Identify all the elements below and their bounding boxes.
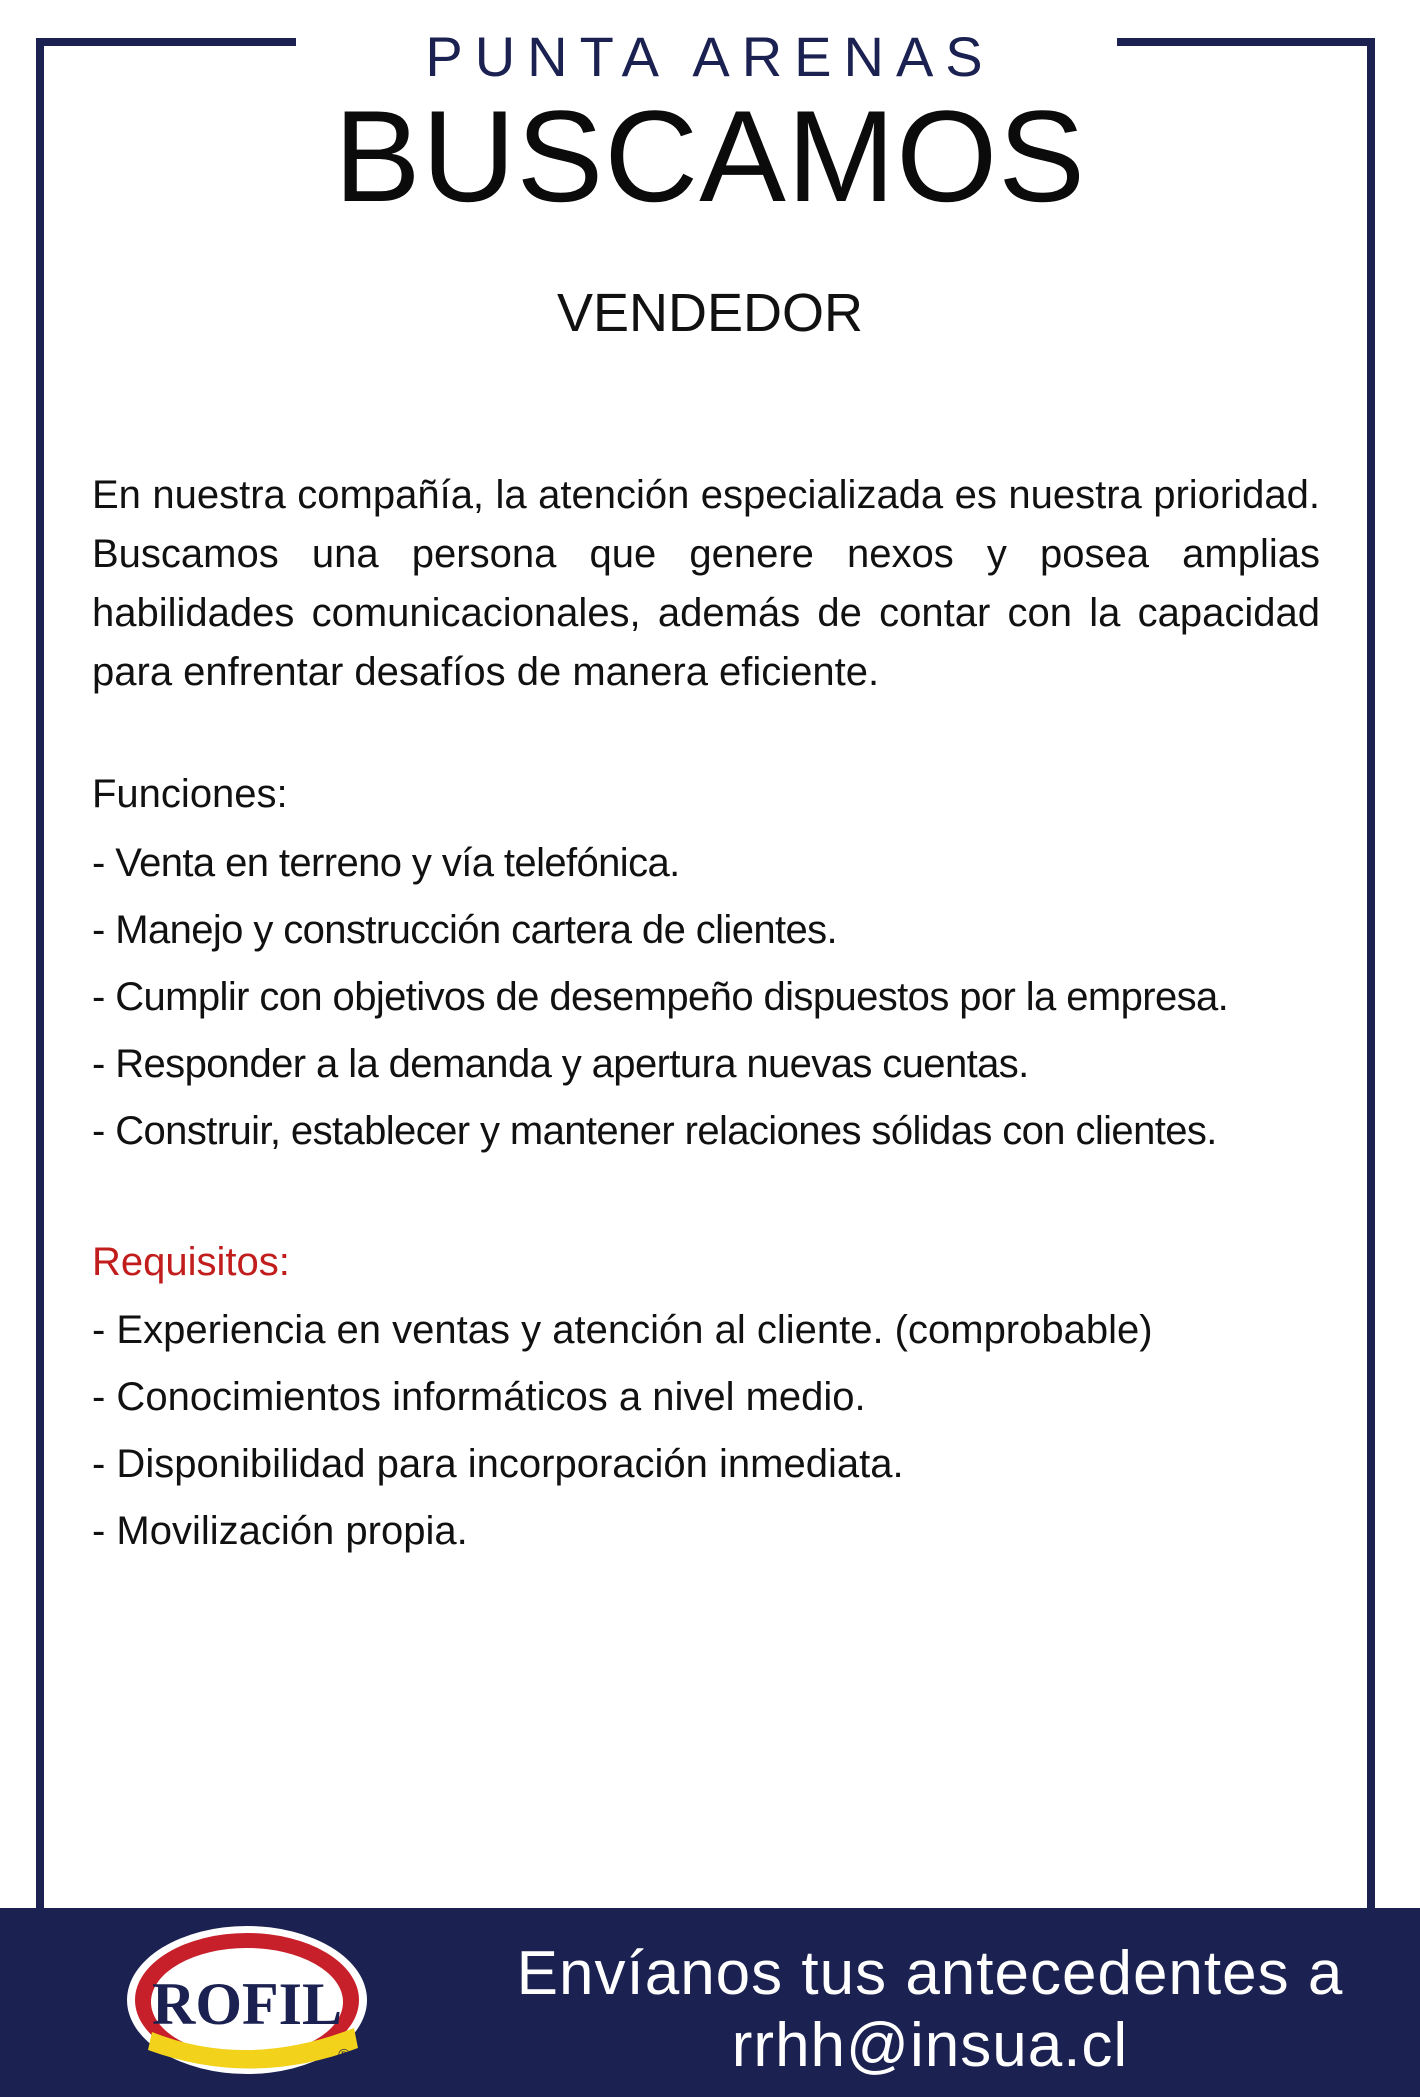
cta-line-1: Envíanos tus antecedentes a [516,1939,1344,2008]
list-item: - Disponibilidad para incorporación inmediata. [92,1442,904,1486]
list-item: - Manejo y construcción cartera de clientes. [92,908,838,952]
job-title: VENDEDOR [556,283,864,343]
list-item: - Cumplir con objetivos de desempeño dispuestos por la empresa. [92,975,1229,1019]
city-title: PUNTA ARENAS [425,25,995,88]
list-item: - Experiencia en ventas y atención al cliente. (comprobable) [92,1308,1153,1352]
registered-mark: ® [338,2047,350,2064]
functions-list [92,830,1392,1165]
headline: BUSCAMOS [333,83,1086,229]
requirements-heading: Requisitos: [92,1240,290,1284]
list-item: - Responder a la demanda y apertura nuevas cuentas. [92,1042,1029,1086]
list-item: - Movilización propia. [92,1509,468,1553]
list-item: - Conocimientos informáticos a nivel medio. [92,1375,866,1419]
functions-heading: Funciones: [92,772,288,816]
list-item: - Venta en terreno y vía telefónica. [92,841,680,885]
requirements-list [92,1297,1392,1565]
cta-text [440,1938,1420,2082]
intro-paragraph: En nuestra compañía, la atención especializada es nuestra prioridad. Buscamos una persona que genere nexos y posea amplias habilidades comunicacionales, además de contar con la capacidad para enfrentar desafíos de manera eficiente. [92,473,1320,694]
rofil-logo [122,1920,372,2080]
email-link[interactable]: rrhh@insua.cl [731,2011,1129,2080]
logo-text: ROFIL [151,1971,343,2037]
list-item: - Construir, establecer y mantener relaciones sólidas con clientes. [92,1109,1217,1153]
